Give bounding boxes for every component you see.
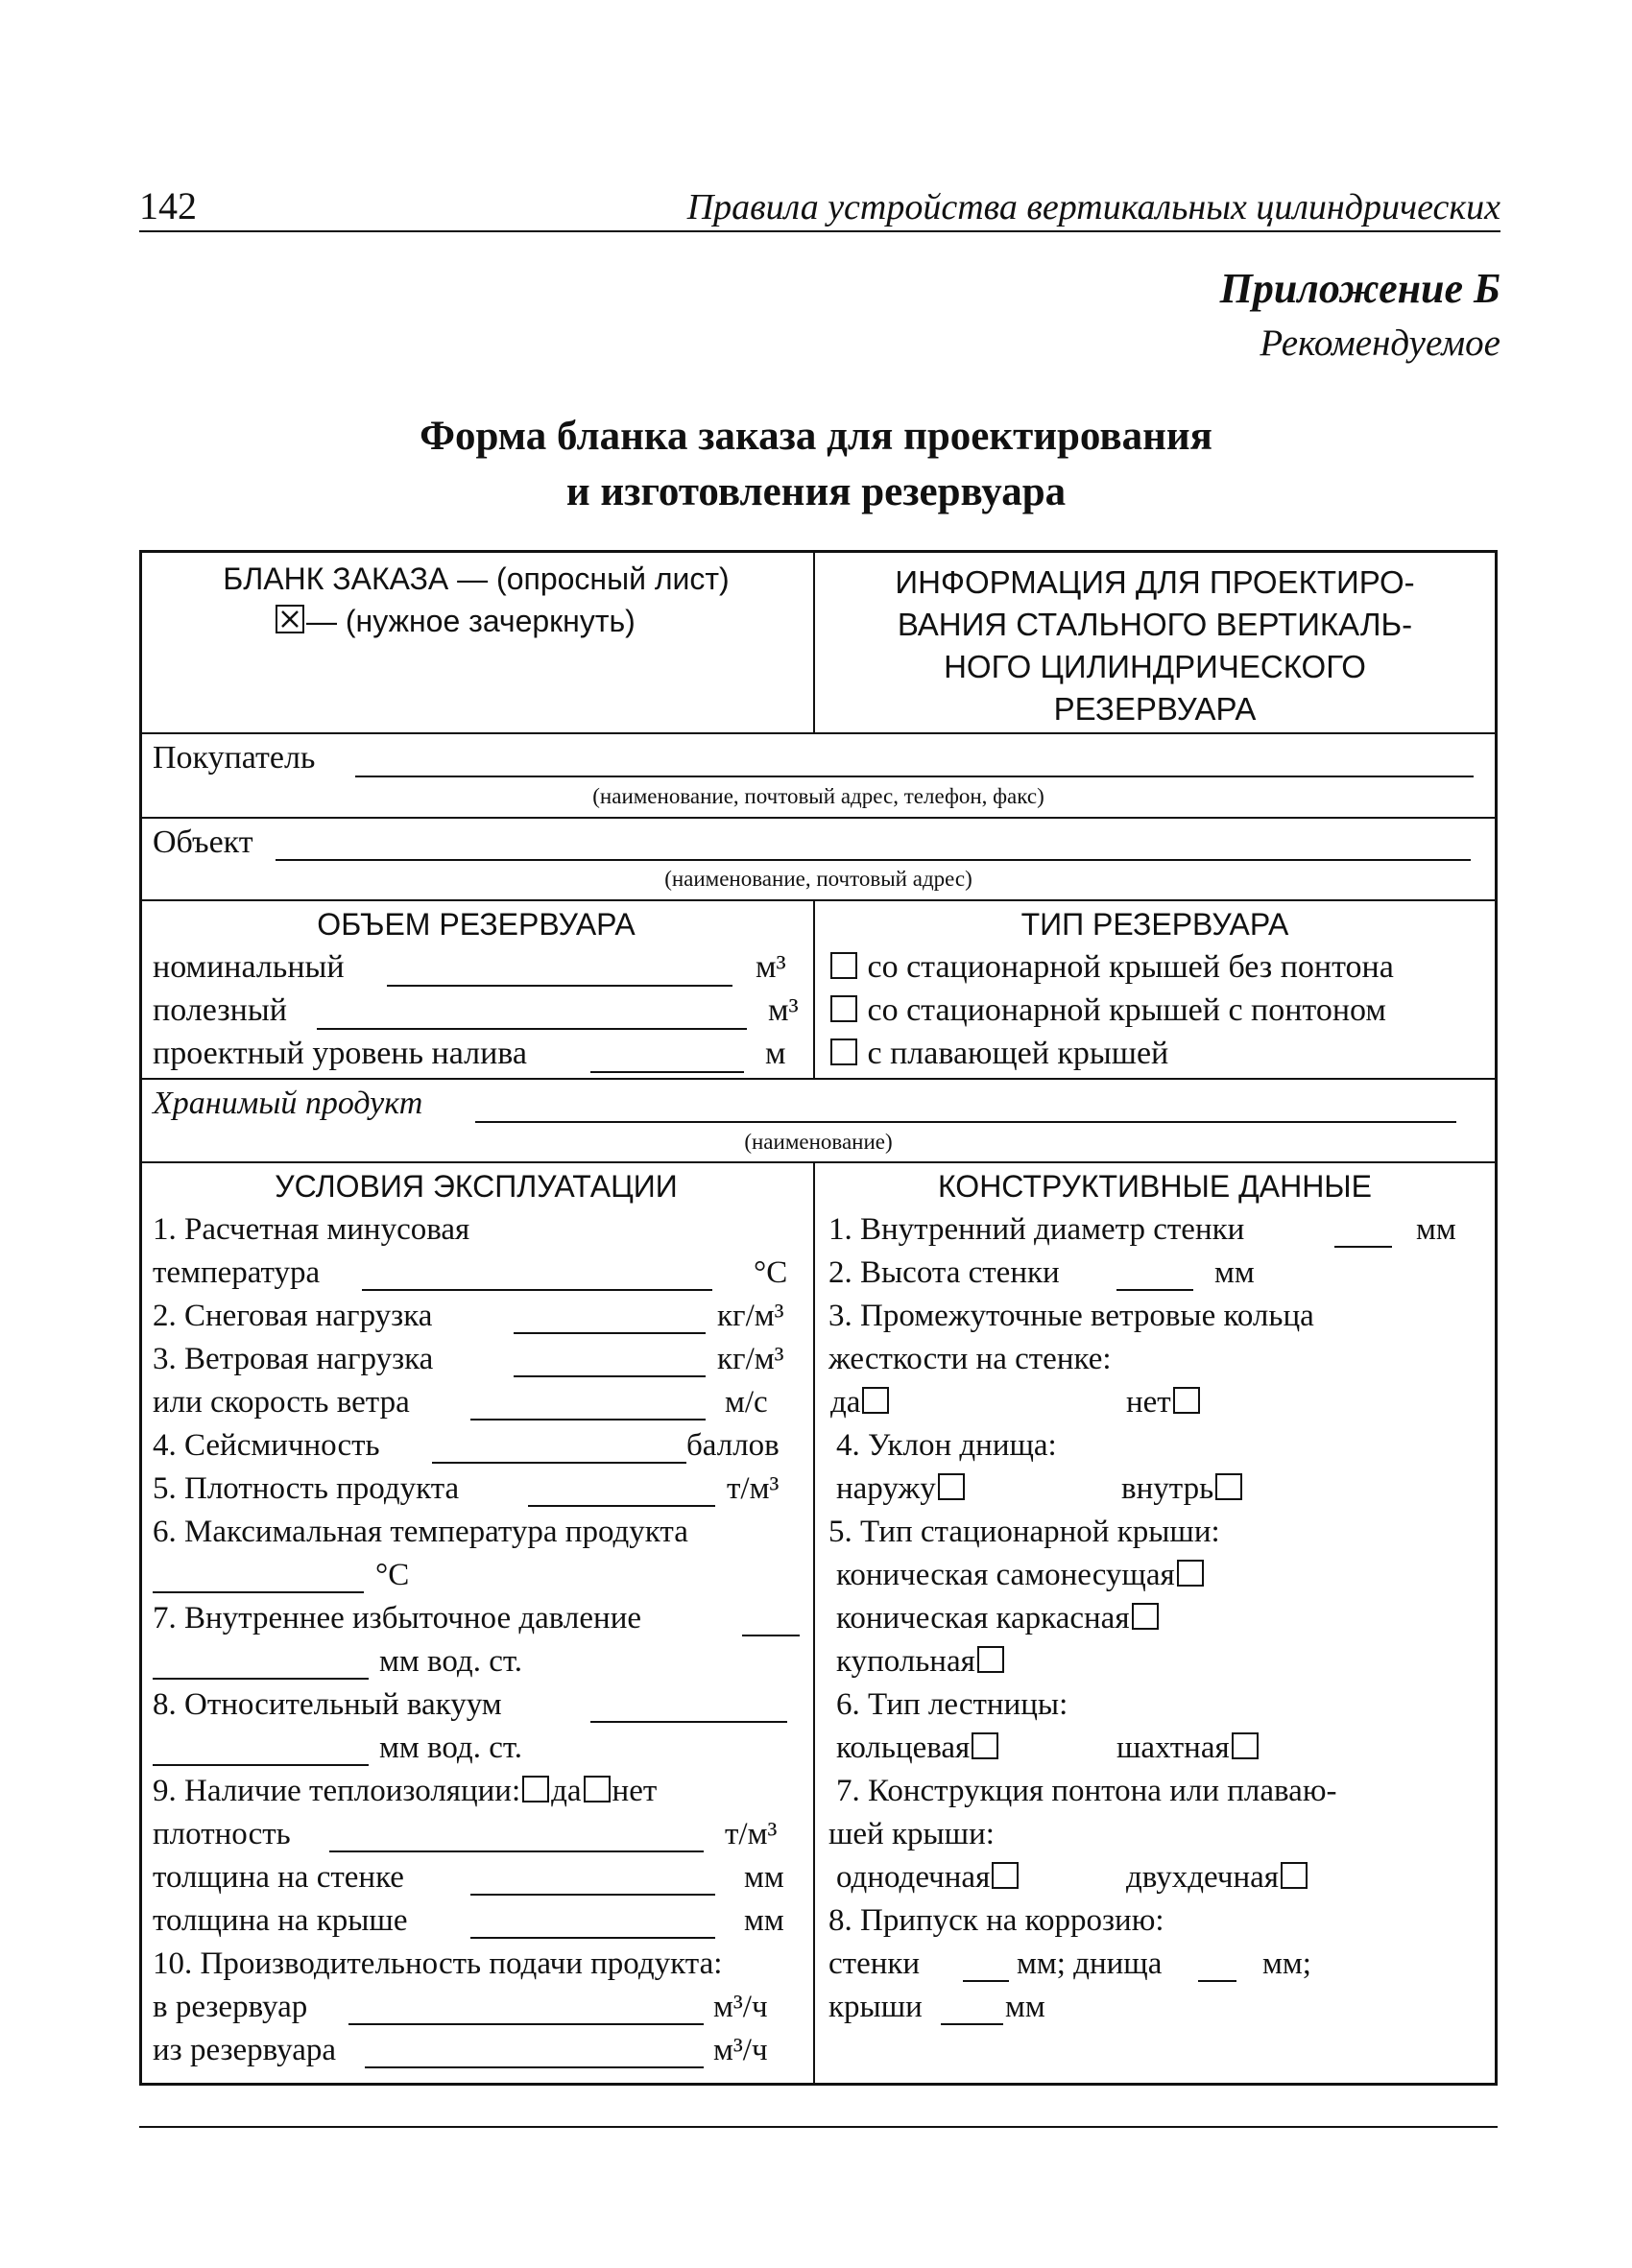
- cond-line: 1. Расчетная минусовая: [153, 1212, 470, 1247]
- info-heading-line: НОГО ЦИЛИНДРИЧЕСКОГО: [944, 649, 1366, 684]
- page-number: 142: [139, 184, 197, 227]
- unit-m3: м³: [756, 949, 786, 985]
- object-label: Объект: [153, 824, 253, 860]
- blank-heading: БЛАНК ЗАКАЗА — (опросный лист): [223, 561, 730, 596]
- tank-type-option[interactable]: [828, 1036, 1168, 1072]
- cond-unit: баллов: [686, 1428, 780, 1463]
- checkbox[interactable]: [830, 952, 857, 979]
- option-label: внутрь: [1121, 1471, 1214, 1506]
- vacuum-field-b[interactable]: [153, 1764, 369, 1766]
- running-title: Правила устройства вертикальных цилиндрических: [686, 187, 1500, 227]
- wall-thickness-field[interactable]: [470, 1894, 715, 1896]
- cond-unit: т/м³: [725, 1817, 778, 1851]
- crossed-box-icon: [276, 605, 304, 633]
- volume-nominal-label: номинальный: [153, 949, 345, 985]
- seismic-field[interactable]: [432, 1462, 686, 1464]
- volume-useful-field[interactable]: [317, 1028, 747, 1030]
- option-label: коническая самонесущая: [836, 1558, 1175, 1592]
- option-label: наружу: [836, 1471, 936, 1506]
- checkbox[interactable]: [830, 1039, 857, 1065]
- cond-line: или скорость ветра: [153, 1385, 410, 1420]
- design-line: 4. Уклон днища:: [836, 1428, 1057, 1463]
- cond-line: 4. Сейсмичность: [153, 1428, 380, 1463]
- product-label: Хранимый продукт: [153, 1086, 423, 1121]
- tank-type-option-label: со стационарной крышей с понтоном: [867, 992, 1386, 1028]
- cond-unit: мм: [744, 1860, 784, 1895]
- roof-option[interactable]: [836, 1644, 1006, 1680]
- cond-unit: т/м³: [727, 1471, 780, 1506]
- info-heading: [815, 561, 1495, 730]
- bottom-allowance-field[interactable]: [1198, 1980, 1236, 1982]
- pressure-field-b[interactable]: [153, 1678, 369, 1680]
- insulation-row: [153, 1774, 657, 1809]
- fill-level-label: проектный уровень налива: [153, 1036, 527, 1071]
- cond-line: 9. Наличие теплоизоляции:: [153, 1774, 521, 1808]
- unit-m3: м³: [768, 992, 799, 1028]
- cond-unit: кг/м³: [717, 1299, 784, 1333]
- cond-line: 2. Снеговая нагрузка: [153, 1299, 433, 1333]
- cond-unit: °С: [754, 1255, 788, 1290]
- diameter-field[interactable]: [1334, 1246, 1392, 1248]
- cond-line: 5. Плотность продукта: [153, 1471, 460, 1506]
- design-line: 7. Конструкция понтона или плаваю-: [836, 1774, 1337, 1808]
- max-temp-field[interactable]: [153, 1591, 364, 1593]
- cond-line: толщина на стенке: [153, 1860, 404, 1895]
- option-label: двухдечная: [1126, 1860, 1279, 1895]
- product-field[interactable]: [475, 1121, 1456, 1123]
- wall-allowance-field[interactable]: [963, 1980, 1009, 1982]
- info-heading-line: ИНФОРМАЦИЯ ДЛЯ ПРОЕКТИРО-: [895, 564, 1415, 600]
- option-no[interactable]: [1126, 1385, 1202, 1420]
- checkbox[interactable]: [1281, 1862, 1308, 1889]
- fill-level-field[interactable]: [590, 1071, 744, 1073]
- volume-useful-label: полезный: [153, 992, 287, 1028]
- order-form: [139, 550, 1498, 2086]
- cond-line: температура: [153, 1255, 321, 1290]
- design-heading: КОНСТРУКТИВНЫЕ ДАННЫЕ: [938, 1169, 1372, 1204]
- density-field[interactable]: [528, 1505, 715, 1507]
- design-line: мм;: [1262, 1946, 1311, 1981]
- wind-speed-field[interactable]: [470, 1419, 706, 1420]
- cond-line: 3. Ветровая нагрузка: [153, 1342, 434, 1376]
- product-hint: (наименование): [744, 1130, 893, 1154]
- document-title-line1: Форма бланка заказа для проектирования: [420, 414, 1212, 459]
- cond-unit: мм: [744, 1903, 784, 1938]
- roof-option[interactable]: [836, 1601, 1161, 1636]
- pressure-field-a[interactable]: [742, 1635, 800, 1636]
- footer-rule: [139, 2126, 1498, 2128]
- checkbox[interactable]: [1173, 1387, 1200, 1414]
- stair-option[interactable]: [1116, 1731, 1260, 1766]
- tank-type-option[interactable]: [828, 949, 1394, 986]
- vacuum-field-a[interactable]: [590, 1721, 787, 1723]
- height-field[interactable]: [1116, 1289, 1193, 1291]
- buyer-hint: (наименование, почтовый адрес, телефон, факс): [592, 784, 1044, 808]
- roof-allowance-field[interactable]: [941, 2023, 1003, 2025]
- roof-thickness-field[interactable]: [470, 1937, 715, 1939]
- design-line: 3. Промежуточные ветровые кольца: [828, 1299, 1314, 1333]
- snow-load-field[interactable]: [514, 1332, 706, 1334]
- checkbox[interactable]: [1132, 1603, 1159, 1630]
- cond-unit: м³/ч: [713, 2033, 768, 2067]
- checkbox[interactable]: [977, 1646, 1004, 1673]
- option-no: нет: [612, 1774, 658, 1808]
- volume-heading: ОБЪЕМ РЕЗЕРВУАРА: [317, 907, 636, 942]
- cond-line: в резервуар: [153, 1990, 308, 2024]
- checkbox[interactable]: [1215, 1473, 1242, 1500]
- cond-line: толщина на крыше: [153, 1903, 408, 1938]
- checkbox[interactable]: [522, 1776, 549, 1802]
- cond-unit: м³/ч: [713, 1990, 768, 2024]
- design-line: шей крыши:: [828, 1817, 995, 1851]
- buyer-field[interactable]: [355, 776, 1474, 777]
- temperature-field[interactable]: [362, 1289, 712, 1291]
- deck-option[interactable]: [1126, 1860, 1309, 1896]
- conditions-heading: УСЛОВИЯ ЭКСПЛУАТАЦИИ: [275, 1169, 678, 1204]
- cond-line: 7. Внутреннее избыточное давление: [153, 1601, 642, 1635]
- design-line: стенки: [828, 1946, 921, 1981]
- stair-option[interactable]: [836, 1731, 1000, 1766]
- checkbox[interactable]: [938, 1473, 965, 1500]
- design-unit: мм: [1214, 1255, 1255, 1290]
- cond-unit: мм вод. ст.: [379, 1644, 523, 1679]
- option-label: нет: [1126, 1385, 1171, 1420]
- checkbox[interactable]: [992, 1862, 1019, 1889]
- option-yes: да: [551, 1774, 582, 1808]
- design-unit: мм: [1416, 1212, 1456, 1247]
- checkbox[interactable]: [830, 995, 857, 1022]
- option-label: коническая каркасная: [836, 1601, 1130, 1635]
- option-label: однодечная: [836, 1860, 991, 1895]
- checkbox[interactable]: [1232, 1732, 1259, 1759]
- checkbox[interactable]: [584, 1776, 611, 1802]
- checkbox[interactable]: [972, 1732, 998, 1759]
- strike-hint-text: — (нужное зачеркнуть): [306, 604, 636, 638]
- design-line: 1. Внутренний диаметр стенки: [828, 1212, 1245, 1247]
- roof-option[interactable]: [836, 1558, 1206, 1593]
- tank-type-option[interactable]: [828, 992, 1386, 1029]
- design-line: жесткости на стенке:: [828, 1342, 1112, 1376]
- option-label: купольная: [836, 1644, 975, 1679]
- tank-type-option-label: с плавающей крышей: [867, 1036, 1169, 1071]
- cond-line: из резервуара: [153, 2033, 336, 2067]
- option-label: кольцевая: [836, 1731, 971, 1765]
- option-label: да: [830, 1385, 861, 1420]
- appendix-label: Приложение Б: [1219, 265, 1500, 312]
- strike-hint: [274, 604, 636, 639]
- option-yes[interactable]: [830, 1385, 891, 1420]
- checkbox[interactable]: [1177, 1560, 1204, 1587]
- design-line: 6. Тип лестницы:: [836, 1687, 1068, 1722]
- info-heading-line: РЕЗЕРВУАРА: [1053, 691, 1257, 727]
- buyer-label: Покупатель: [153, 740, 316, 776]
- option-inward[interactable]: [1121, 1471, 1244, 1507]
- tank-type-heading: ТИП РЕЗЕРВУАРА: [1020, 907, 1289, 942]
- design-line: крыши: [828, 1990, 923, 2024]
- cond-line: 6. Максимальная температура продукта: [153, 1515, 688, 1549]
- option-label: шахтная: [1116, 1731, 1230, 1765]
- inflow-field[interactable]: [348, 2023, 704, 2025]
- cond-line: плотность: [153, 1817, 291, 1851]
- wind-load-field[interactable]: [514, 1375, 706, 1377]
- design-line: 2. Высота стенки: [828, 1255, 1060, 1290]
- design-line: мм; днища: [1017, 1946, 1163, 1981]
- checkbox[interactable]: [862, 1387, 889, 1414]
- option-outward[interactable]: [836, 1471, 967, 1507]
- outflow-field[interactable]: [365, 2066, 704, 2068]
- design-line: 5. Тип стационарной крыши:: [828, 1515, 1220, 1549]
- tank-type-option-label: со стационарной крышей без понтона: [867, 949, 1394, 985]
- cond-unit: м/с: [725, 1385, 768, 1420]
- cond-unit: кг/м³: [717, 1342, 784, 1376]
- object-field[interactable]: [276, 859, 1471, 861]
- cond-unit: °С: [375, 1558, 410, 1592]
- running-header: [139, 182, 1500, 232]
- cond-line: 10. Производительность подачи продукта:: [153, 1946, 723, 1981]
- design-unit: мм: [1005, 1990, 1045, 2024]
- design-line: 8. Припуск на коррозию:: [828, 1903, 1164, 1938]
- cond-unit: мм вод. ст.: [379, 1731, 523, 1765]
- cond-line: 8. Относительный вакуум: [153, 1687, 502, 1722]
- info-heading-line: ВАНИЯ СТАЛЬНОГО ВЕРТИКАЛЬ-: [897, 607, 1413, 642]
- appendix-status: Рекомендуемое: [1260, 322, 1500, 364]
- deck-option[interactable]: [836, 1860, 1020, 1896]
- volume-nominal-field[interactable]: [387, 985, 732, 987]
- document-title-line2: и изготовления резервуара: [565, 469, 1067, 514]
- insulation-density-field[interactable]: [329, 1850, 704, 1852]
- unit-m: м: [765, 1036, 786, 1071]
- object-hint: (наименование, почтовый адрес): [664, 867, 972, 891]
